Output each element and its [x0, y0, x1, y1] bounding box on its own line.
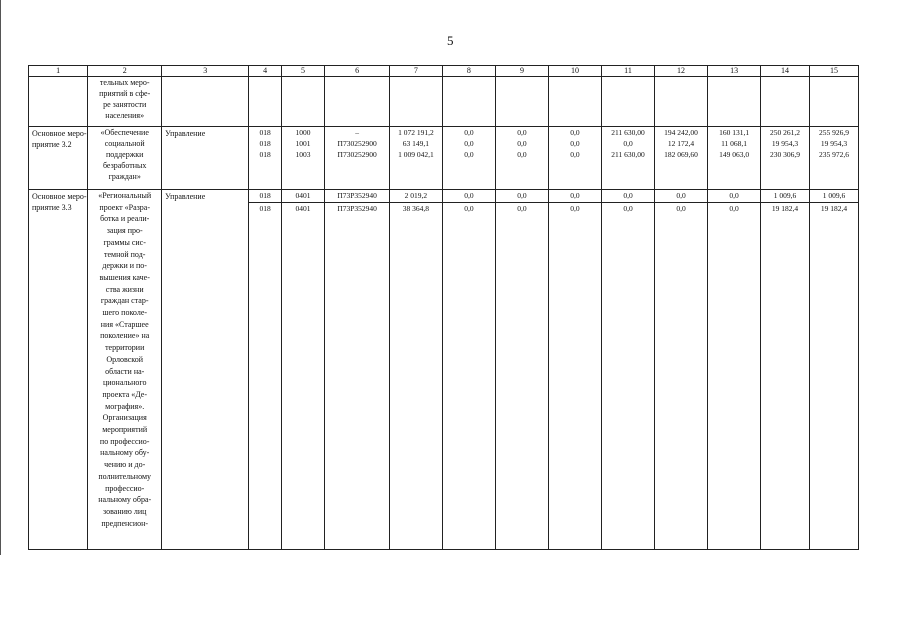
amount-cell: 194 242,00 12 172,4 182 069,60 [655, 127, 708, 190]
header-cell: 14 [761, 66, 810, 77]
amount-cell: 0,0 0,0 0,0 [548, 127, 601, 190]
section-cell: 0401 [295, 204, 311, 213]
amount-cell: 160 131,1 11 068,1 149 063,0 [708, 127, 761, 190]
amount-cell: 250 261,2 19 954,3 230 306,9 [761, 127, 810, 190]
amount-cell: 0,0 [729, 204, 739, 213]
measure-name-cell: «Региональный проект «Разра- ботка и реали- зация про- граммы сис- темной под- держки и по- вышения каче- ства жизни граждан стар- шего поколе- ния «Старшее поколение» на территории Орловской области на- ционального проекта «Де- мография». Организация мероприятий по профессио- нальному обу- чению и до- полнительному профессио- нальному обра- зованию лиц предпенсион- [88, 190, 162, 550]
amount-cell: 0,0 [623, 204, 633, 213]
header-cell: 12 [655, 66, 708, 77]
executor-cell: Управление [162, 190, 249, 550]
grbs-cell: 018 018 018 [249, 127, 281, 190]
budget-table [28, 65, 859, 550]
table-row-measure-3-2 [29, 127, 859, 190]
grbs-cell: 018 [259, 204, 271, 213]
table-row-continuation [29, 77, 859, 127]
header-cell: 5 [281, 66, 325, 77]
section-cell: 1000 1001 1003 [281, 127, 325, 190]
header-cell: 13 [708, 66, 761, 77]
executor-cell: Управление [162, 127, 249, 190]
table-row-measure-3-3 [29, 190, 859, 550]
amount-cell: 19 182,4 [771, 204, 799, 213]
amount-cell: 0,0 [496, 190, 548, 203]
amount-cell: 1 072 191,2 63 149,1 1 009 042,1 [389, 127, 442, 190]
amount-cell: 0,0 [549, 190, 601, 203]
amount-cell: 211 630,00 0,0 211 630,00 [602, 127, 655, 190]
header-cell: 6 [325, 66, 389, 77]
amount-cell: 0,0 [517, 204, 527, 213]
header-cell: 8 [442, 66, 495, 77]
amount-cell: 38 364,8 [402, 204, 430, 213]
amount-cell: 0,0 [708, 190, 760, 203]
amount-cell: 0,0 [602, 190, 654, 203]
measure-code-cell: Основное меро- приятие 3.3 [29, 190, 88, 550]
header-cell: 10 [548, 66, 601, 77]
header-cell: 9 [495, 66, 548, 77]
amount-cell: 0,0 [676, 204, 686, 213]
page-number: 5 [447, 33, 454, 48]
grbs-cell: 018 [249, 190, 280, 203]
section-cell: 0401 [282, 190, 325, 203]
amount-cell: 0,0 [464, 204, 474, 213]
table-header-row [29, 66, 859, 77]
header-cell: 4 [249, 66, 281, 77]
amount-cell: 0,0 [655, 190, 707, 203]
amount-cell: 0,0 [443, 190, 495, 203]
measure-code-cell: Основное меро- приятие 3.2 [29, 127, 88, 190]
header-cell: 11 [602, 66, 655, 77]
amount-cell: 1 009,6 [810, 190, 858, 203]
amount-cell: 2 019,2 [390, 190, 442, 203]
amount-cell: 1 009,6 [761, 190, 809, 203]
header-cell: 2 [88, 66, 162, 77]
measure-name-cell: «Обеспечение социальной поддержки безработных граждан» [88, 127, 162, 190]
header-cell: 15 [809, 66, 858, 77]
header-cell: 7 [389, 66, 442, 77]
target-article-cell: – П730252900 П730252900 [325, 127, 389, 190]
amount-cell: 0,0 [570, 204, 580, 213]
header-cell: 1 [29, 66, 88, 77]
target-article-cell: П73Р352940 [325, 190, 388, 203]
amount-cell: 0,0 0,0 0,0 [442, 127, 495, 190]
amount-cell: 0,0 0,0 0,0 [495, 127, 548, 190]
page-edge-line [0, 0, 1, 555]
measure-name-cell: тельных меро- приятий в сфе- ре занятости населения» [88, 77, 162, 127]
target-article-cell: П73Р352940 [337, 204, 377, 213]
amount-cell: 255 926,9 19 954,3 235 972,6 [809, 127, 858, 190]
header-cell: 3 [162, 66, 249, 77]
amount-cell: 19 182,4 [820, 204, 848, 213]
